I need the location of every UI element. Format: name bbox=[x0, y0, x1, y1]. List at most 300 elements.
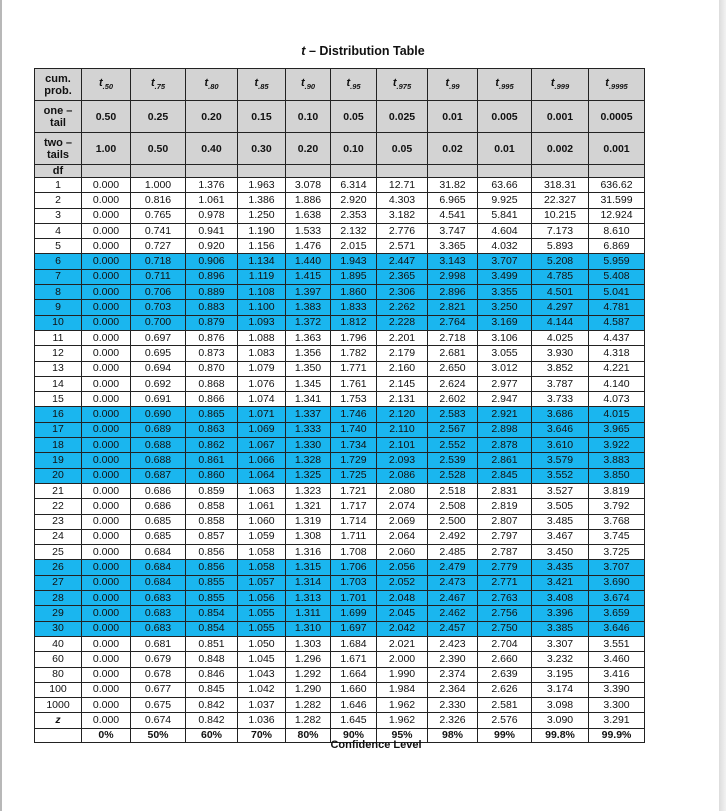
critical-value-cell: 0.854 bbox=[186, 621, 238, 636]
table-row bbox=[35, 621, 645, 636]
critical-value-cell: 2.779 bbox=[478, 560, 532, 575]
critical-value-cell: 1.697 bbox=[331, 621, 377, 636]
critical-value-cell: 1.100 bbox=[238, 300, 286, 315]
critical-value-cell: 22.327 bbox=[532, 193, 589, 208]
critical-value-cell: 2.807 bbox=[478, 514, 532, 529]
column-heading bbox=[478, 69, 532, 101]
critical-value-cell: 1.345 bbox=[286, 376, 331, 391]
critical-value-cell: 3.883 bbox=[589, 453, 645, 468]
critical-value-cell: 1.714 bbox=[331, 514, 377, 529]
critical-value-cell: 1.782 bbox=[331, 346, 377, 361]
column-heading-subscript: .99 bbox=[449, 82, 460, 92]
critical-value-cell: 4.073 bbox=[589, 392, 645, 407]
two-tails-value: 0.20 bbox=[286, 133, 331, 165]
critical-value-cell: 2.821 bbox=[428, 300, 478, 315]
critical-value-cell: 0.862 bbox=[186, 438, 238, 453]
critical-value-cell: 0.000 bbox=[82, 652, 131, 667]
critical-value-cell: 0.000 bbox=[82, 239, 131, 254]
critical-value-cell: 1.708 bbox=[331, 545, 377, 560]
critical-value-cell: 3.768 bbox=[589, 514, 645, 529]
critical-value-cell: 1.325 bbox=[286, 468, 331, 483]
critical-value-cell: 3.390 bbox=[589, 682, 645, 697]
critical-value-cell: 1.282 bbox=[286, 713, 331, 728]
critical-value-cell: 2.353 bbox=[331, 208, 377, 223]
one-tail-value: 0.0005 bbox=[589, 101, 645, 133]
critical-value-cell: 0.000 bbox=[82, 698, 131, 713]
table-row bbox=[35, 223, 645, 238]
critical-value-cell: 2.306 bbox=[377, 285, 428, 300]
df-cell: 2 bbox=[35, 193, 82, 208]
page-title bbox=[0, 44, 726, 58]
df-cell: 20 bbox=[35, 468, 82, 483]
critical-value-cell: 3.365 bbox=[428, 239, 478, 254]
critical-value-cell: 0.866 bbox=[186, 392, 238, 407]
critical-value-cell: 0.857 bbox=[186, 529, 238, 544]
critical-value-cell: 3.169 bbox=[478, 315, 532, 330]
critical-value-cell: 0.688 bbox=[131, 453, 186, 468]
critical-value-cell: 1.310 bbox=[286, 621, 331, 636]
critical-value-cell: 4.032 bbox=[478, 239, 532, 254]
critical-value-cell: 1.058 bbox=[238, 545, 286, 560]
critical-value-cell: 2.131 bbox=[377, 392, 428, 407]
table-row bbox=[35, 667, 645, 682]
critical-value-cell: 2.052 bbox=[377, 575, 428, 590]
critical-value-cell: 0.000 bbox=[82, 315, 131, 330]
critical-value-cell: 0.684 bbox=[131, 575, 186, 590]
confidence-level-cell: 70% bbox=[238, 728, 286, 742]
critical-value-cell: 1.316 bbox=[286, 545, 331, 560]
table-row bbox=[35, 392, 645, 407]
critical-value-cell: 2.624 bbox=[428, 376, 478, 391]
column-heading bbox=[532, 69, 589, 101]
df-cell: 10 bbox=[35, 315, 82, 330]
critical-value-cell: 3.485 bbox=[532, 514, 589, 529]
critical-value-cell: 0.691 bbox=[131, 392, 186, 407]
table-row bbox=[35, 591, 645, 606]
table-row bbox=[35, 468, 645, 483]
critical-value-cell: 2.160 bbox=[377, 361, 428, 376]
critical-value-cell: 0.000 bbox=[82, 193, 131, 208]
critical-value-cell: 0.941 bbox=[186, 223, 238, 238]
df-cell: 17 bbox=[35, 422, 82, 437]
critical-value-cell: 0.000 bbox=[82, 453, 131, 468]
critical-value-cell: 3.098 bbox=[532, 698, 589, 713]
critical-value-cell: 1.059 bbox=[238, 529, 286, 544]
critical-value-cell: 1.328 bbox=[286, 453, 331, 468]
critical-value-cell: 1.746 bbox=[331, 407, 377, 422]
critical-value-cell: 1.729 bbox=[331, 453, 377, 468]
critical-value-cell: 0.695 bbox=[131, 346, 186, 361]
critical-value-cell: 1.440 bbox=[286, 254, 331, 269]
critical-value-cell: 318.31 bbox=[532, 178, 589, 193]
critical-value-cell: 0.000 bbox=[82, 208, 131, 223]
critical-value-cell: 0.000 bbox=[82, 514, 131, 529]
column-heading-subscript: .9995 bbox=[608, 82, 628, 92]
critical-value-cell: 3.646 bbox=[532, 422, 589, 437]
critical-value-cell: 0.687 bbox=[131, 468, 186, 483]
critical-value-cell: 2.080 bbox=[377, 483, 428, 498]
critical-value-cell: 2.681 bbox=[428, 346, 478, 361]
confidence-level-cell: 50% bbox=[131, 728, 186, 742]
critical-value-cell: 1.376 bbox=[186, 178, 238, 193]
critical-value-cell: 0.848 bbox=[186, 652, 238, 667]
critical-value-cell: 1.356 bbox=[286, 346, 331, 361]
df-cell: 1 bbox=[35, 178, 82, 193]
critical-value-cell: 2.042 bbox=[377, 621, 428, 636]
table-row bbox=[35, 239, 645, 254]
column-heading-t: t bbox=[605, 77, 609, 90]
critical-value-cell: 3.505 bbox=[532, 499, 589, 514]
critical-value-cell: 3.733 bbox=[532, 392, 589, 407]
critical-value-cell: 1.060 bbox=[238, 514, 286, 529]
critical-value-cell: 1.990 bbox=[377, 667, 428, 682]
critical-value-cell: 0.000 bbox=[82, 529, 131, 544]
critical-value-cell: 0.816 bbox=[131, 193, 186, 208]
critical-value-cell: 1.706 bbox=[331, 560, 377, 575]
critical-value-cell: 1.699 bbox=[331, 606, 377, 621]
critical-value-cell: 3.659 bbox=[589, 606, 645, 621]
critical-value-cell: 2.718 bbox=[428, 330, 478, 345]
critical-value-cell: 2.132 bbox=[331, 223, 377, 238]
critical-value-cell: 5.408 bbox=[589, 269, 645, 284]
df-cell: 6 bbox=[35, 254, 82, 269]
critical-value-cell: 3.552 bbox=[532, 468, 589, 483]
critical-value-cell: 1.067 bbox=[238, 438, 286, 453]
critical-value-cell: 3.396 bbox=[532, 606, 589, 621]
critical-value-cell: 4.437 bbox=[589, 330, 645, 345]
critical-value-cell: 0.000 bbox=[82, 636, 131, 651]
table-row bbox=[35, 208, 645, 223]
critical-value-cell: 1.308 bbox=[286, 529, 331, 544]
critical-value-cell: 2.492 bbox=[428, 529, 478, 544]
critical-value-cell: 2.201 bbox=[377, 330, 428, 345]
critical-value-cell: 1.812 bbox=[331, 315, 377, 330]
confidence-level-cell: 80% bbox=[286, 728, 331, 742]
critical-value-cell: 1.962 bbox=[377, 698, 428, 713]
critical-value-cell: 2.101 bbox=[377, 438, 428, 453]
df-cell: 13 bbox=[35, 361, 82, 376]
critical-value-cell: 2.861 bbox=[478, 453, 532, 468]
df-cell: 1000 bbox=[35, 698, 82, 713]
critical-value-cell: 0.685 bbox=[131, 529, 186, 544]
critical-value-cell: 3.674 bbox=[589, 591, 645, 606]
column-heading-subscript: .50 bbox=[102, 82, 114, 92]
critical-value-cell: 3.106 bbox=[478, 330, 532, 345]
critical-value-cell: 0.000 bbox=[82, 346, 131, 361]
critical-value-cell: 0.681 bbox=[131, 636, 186, 651]
critical-value-cell: 3.460 bbox=[589, 652, 645, 667]
critical-value-cell: 0.855 bbox=[186, 591, 238, 606]
critical-value-cell: 0.711 bbox=[131, 269, 186, 284]
critical-value-cell: 0.000 bbox=[82, 499, 131, 514]
critical-value-cell: 1.000 bbox=[131, 178, 186, 193]
critical-value-cell: 2.064 bbox=[377, 529, 428, 544]
critical-value-cell: 0.000 bbox=[82, 713, 131, 728]
df-cell: 16 bbox=[35, 407, 82, 422]
critical-value-cell: 4.025 bbox=[532, 330, 589, 345]
table-row bbox=[35, 254, 645, 269]
table-row bbox=[35, 438, 645, 453]
critical-value-cell: 1.315 bbox=[286, 560, 331, 575]
column-heading-subscript: .999 bbox=[554, 82, 570, 92]
critical-value-cell: 0.000 bbox=[82, 667, 131, 682]
table-row bbox=[35, 499, 645, 514]
critical-value-cell: 5.959 bbox=[589, 254, 645, 269]
critical-value-cell: 0.858 bbox=[186, 514, 238, 529]
critical-value-cell: 3.291 bbox=[589, 713, 645, 728]
critical-value-cell: 1.660 bbox=[331, 682, 377, 697]
table-row bbox=[35, 560, 645, 575]
page-left-border bbox=[0, 0, 2, 811]
table-row bbox=[35, 346, 645, 361]
critical-value-cell: 0.675 bbox=[131, 698, 186, 713]
critical-value-cell: 0.889 bbox=[186, 285, 238, 300]
critical-value-cell: 1.045 bbox=[238, 652, 286, 667]
title-text: – Distribution Table bbox=[308, 44, 425, 58]
critical-value-cell: 3.174 bbox=[532, 682, 589, 697]
critical-value-cell: 2.896 bbox=[428, 285, 478, 300]
critical-value-cell: 1.323 bbox=[286, 483, 331, 498]
critical-value-cell: 0.683 bbox=[131, 591, 186, 606]
critical-value-cell: 0.863 bbox=[186, 422, 238, 437]
critical-value-cell: 1.319 bbox=[286, 514, 331, 529]
critical-value-cell: 2.602 bbox=[428, 392, 478, 407]
critical-value-cell: 2.704 bbox=[478, 636, 532, 651]
critical-value-cell: 0.000 bbox=[82, 392, 131, 407]
df-cell: 19 bbox=[35, 453, 82, 468]
critical-value-cell: 0.856 bbox=[186, 545, 238, 560]
critical-value-cell: 1.725 bbox=[331, 468, 377, 483]
df-cell: z bbox=[35, 713, 82, 728]
critical-value-cell: 4.303 bbox=[377, 193, 428, 208]
column-heading-t: t bbox=[550, 77, 555, 90]
critical-value-cell: 2.179 bbox=[377, 346, 428, 361]
one-tail-value: 0.005 bbox=[478, 101, 532, 133]
header-row-two-tails bbox=[35, 133, 645, 165]
critical-value-cell: 0.000 bbox=[82, 361, 131, 376]
critical-value-cell: 0.851 bbox=[186, 636, 238, 651]
critical-value-cell: 3.527 bbox=[532, 483, 589, 498]
critical-value-cell: 1.533 bbox=[286, 223, 331, 238]
critical-value-cell: 2.021 bbox=[377, 636, 428, 651]
header-blank-cell bbox=[377, 165, 428, 178]
critical-value-cell: 4.587 bbox=[589, 315, 645, 330]
critical-value-cell: 0.883 bbox=[186, 300, 238, 315]
critical-value-cell: 1.043 bbox=[238, 667, 286, 682]
critical-value-cell: 2.567 bbox=[428, 422, 478, 437]
critical-value-cell: 1.055 bbox=[238, 606, 286, 621]
critical-value-cell: 1.061 bbox=[186, 193, 238, 208]
critical-value-cell: 0.678 bbox=[131, 667, 186, 682]
critical-value-cell: 1.734 bbox=[331, 438, 377, 453]
critical-value-cell: 1.071 bbox=[238, 407, 286, 422]
critical-value-cell: 1.056 bbox=[238, 591, 286, 606]
critical-value-cell: 4.015 bbox=[589, 407, 645, 422]
df-cell: 5 bbox=[35, 239, 82, 254]
table-body bbox=[35, 69, 645, 743]
critical-value-cell: 1.476 bbox=[286, 239, 331, 254]
df-cell: 60 bbox=[35, 652, 82, 667]
title-variable: t bbox=[301, 44, 306, 58]
critical-value-cell: 1.711 bbox=[331, 529, 377, 544]
critical-value-cell: 10.215 bbox=[532, 208, 589, 223]
two-tails-value: 0.02 bbox=[428, 133, 478, 165]
critical-value-cell: 1.330 bbox=[286, 438, 331, 453]
critical-value-cell: 1.314 bbox=[286, 575, 331, 590]
page-right-shadow bbox=[719, 0, 726, 811]
critical-value-cell: 0.978 bbox=[186, 208, 238, 223]
critical-value-cell: 0.688 bbox=[131, 438, 186, 453]
column-heading-subscript: .75 bbox=[154, 82, 166, 92]
critical-value-cell: 1.717 bbox=[331, 499, 377, 514]
df-cell: 40 bbox=[35, 636, 82, 651]
critical-value-cell: 3.012 bbox=[478, 361, 532, 376]
table-row bbox=[35, 483, 645, 498]
table-row bbox=[35, 514, 645, 529]
critical-value-cell: 3.408 bbox=[532, 591, 589, 606]
critical-value-cell: 2.110 bbox=[377, 422, 428, 437]
column-heading-t: t bbox=[445, 77, 450, 90]
df-cell: 26 bbox=[35, 560, 82, 575]
critical-value-cell: 2.920 bbox=[331, 193, 377, 208]
df-cell: 29 bbox=[35, 606, 82, 621]
critical-value-cell: 2.756 bbox=[478, 606, 532, 621]
critical-value-cell: 0.674 bbox=[131, 713, 186, 728]
critical-value-cell: 0.000 bbox=[82, 621, 131, 636]
critical-value-cell: 1.292 bbox=[286, 667, 331, 682]
critical-value-cell: 1.093 bbox=[238, 315, 286, 330]
critical-value-cell: 1.250 bbox=[238, 208, 286, 223]
critical-value-cell: 4.541 bbox=[428, 208, 478, 223]
critical-value-cell: 4.604 bbox=[478, 223, 532, 238]
critical-value-cell: 1.064 bbox=[238, 468, 286, 483]
critical-value-cell: 3.300 bbox=[589, 698, 645, 713]
critical-value-cell: 1.664 bbox=[331, 667, 377, 682]
critical-value-cell: 2.479 bbox=[428, 560, 478, 575]
table-row bbox=[35, 300, 645, 315]
critical-value-cell: 3.467 bbox=[532, 529, 589, 544]
header-blank-cell bbox=[532, 165, 589, 178]
column-heading bbox=[186, 69, 238, 101]
critical-value-cell: 0.846 bbox=[186, 667, 238, 682]
one-tail-value: 0.25 bbox=[131, 101, 186, 133]
critical-value-cell: 1.042 bbox=[238, 682, 286, 697]
critical-value-cell: 1.321 bbox=[286, 499, 331, 514]
critical-value-cell: 1.671 bbox=[331, 652, 377, 667]
header-row-df bbox=[35, 165, 645, 178]
critical-value-cell: 2.831 bbox=[478, 483, 532, 498]
critical-value-cell: 1.333 bbox=[286, 422, 331, 437]
critical-value-cell: 3.421 bbox=[532, 575, 589, 590]
critical-value-cell: 1.943 bbox=[331, 254, 377, 269]
critical-value-cell: 2.228 bbox=[377, 315, 428, 330]
critical-value-cell: 3.416 bbox=[589, 667, 645, 682]
critical-value-cell: 0.000 bbox=[82, 682, 131, 697]
critical-value-cell: 2.015 bbox=[331, 239, 377, 254]
table-row bbox=[35, 178, 645, 193]
critical-value-cell: 0.000 bbox=[82, 178, 131, 193]
confidence-level-cell: 99% bbox=[478, 728, 532, 742]
critical-value-cell: 3.055 bbox=[478, 346, 532, 361]
critical-value-cell: 0.718 bbox=[131, 254, 186, 269]
critical-value-cell: 2.457 bbox=[428, 621, 478, 636]
critical-value-cell: 3.250 bbox=[478, 300, 532, 315]
critical-value-cell: 1.190 bbox=[238, 223, 286, 238]
critical-value-cell: 0.683 bbox=[131, 621, 186, 636]
table-row bbox=[35, 361, 645, 376]
critical-value-cell: 1.058 bbox=[238, 560, 286, 575]
critical-value-cell: 1.721 bbox=[331, 483, 377, 498]
critical-value-cell: 0.684 bbox=[131, 545, 186, 560]
header-blank-cell bbox=[131, 165, 186, 178]
critical-value-cell: 2.069 bbox=[377, 514, 428, 529]
table-row bbox=[35, 682, 645, 697]
critical-value-cell: 3.852 bbox=[532, 361, 589, 376]
critical-value-cell: 4.501 bbox=[532, 285, 589, 300]
critical-value-cell: 1.740 bbox=[331, 422, 377, 437]
critical-value-cell: 1.341 bbox=[286, 392, 331, 407]
critical-value-cell: 0.865 bbox=[186, 407, 238, 422]
critical-value-cell: 1.036 bbox=[238, 713, 286, 728]
column-heading-t: t bbox=[300, 77, 305, 90]
critical-value-cell: 2.485 bbox=[428, 545, 478, 560]
df-cell: 21 bbox=[35, 483, 82, 498]
critical-value-cell: 5.841 bbox=[478, 208, 532, 223]
critical-value-cell: 5.893 bbox=[532, 239, 589, 254]
critical-value-cell: 0.765 bbox=[131, 208, 186, 223]
critical-value-cell: 1.646 bbox=[331, 698, 377, 713]
critical-value-cell: 0.000 bbox=[82, 376, 131, 391]
critical-value-cell: 4.297 bbox=[532, 300, 589, 315]
column-heading-subscript: .95 bbox=[350, 82, 361, 92]
header-blank-cell bbox=[82, 165, 131, 178]
confidence-level-caption: Confidence Level bbox=[330, 739, 422, 751]
critical-value-cell: 3.965 bbox=[589, 422, 645, 437]
critical-value-cell: 2.764 bbox=[428, 315, 478, 330]
critical-value-cell: 0.842 bbox=[186, 713, 238, 728]
header-blank-cell bbox=[428, 165, 478, 178]
critical-value-cell: 1.771 bbox=[331, 361, 377, 376]
critical-value-cell: 1.055 bbox=[238, 621, 286, 636]
critical-value-cell: 0.842 bbox=[186, 698, 238, 713]
header-blank-cell bbox=[186, 165, 238, 178]
df-cell: 25 bbox=[35, 545, 82, 560]
critical-value-cell: 0.845 bbox=[186, 682, 238, 697]
two-tails-value: 0.10 bbox=[331, 133, 377, 165]
two-tails-value: 1.00 bbox=[82, 133, 131, 165]
critical-value-cell: 3.747 bbox=[428, 223, 478, 238]
critical-value-cell: 1.645 bbox=[331, 713, 377, 728]
critical-value-cell: 4.318 bbox=[589, 346, 645, 361]
critical-value-cell: 12.71 bbox=[377, 178, 428, 193]
critical-value-cell: 4.140 bbox=[589, 376, 645, 391]
critical-value-cell: 1.313 bbox=[286, 591, 331, 606]
critical-value-cell: 1.984 bbox=[377, 682, 428, 697]
critical-value-cell: 2.819 bbox=[478, 499, 532, 514]
critical-value-cell: 0.000 bbox=[82, 269, 131, 284]
table-row bbox=[35, 652, 645, 667]
critical-value-cell: 0.000 bbox=[82, 483, 131, 498]
critical-value-cell: 9.925 bbox=[478, 193, 532, 208]
df-cell: 7 bbox=[35, 269, 82, 284]
critical-value-cell: 3.385 bbox=[532, 621, 589, 636]
critical-value-cell: 1.282 bbox=[286, 698, 331, 713]
two-tails-value: 0.50 bbox=[131, 133, 186, 165]
critical-value-cell: 2.056 bbox=[377, 560, 428, 575]
critical-value-cell: 3.819 bbox=[589, 483, 645, 498]
critical-value-cell: 3.792 bbox=[589, 499, 645, 514]
df-cell: 80 bbox=[35, 667, 82, 682]
